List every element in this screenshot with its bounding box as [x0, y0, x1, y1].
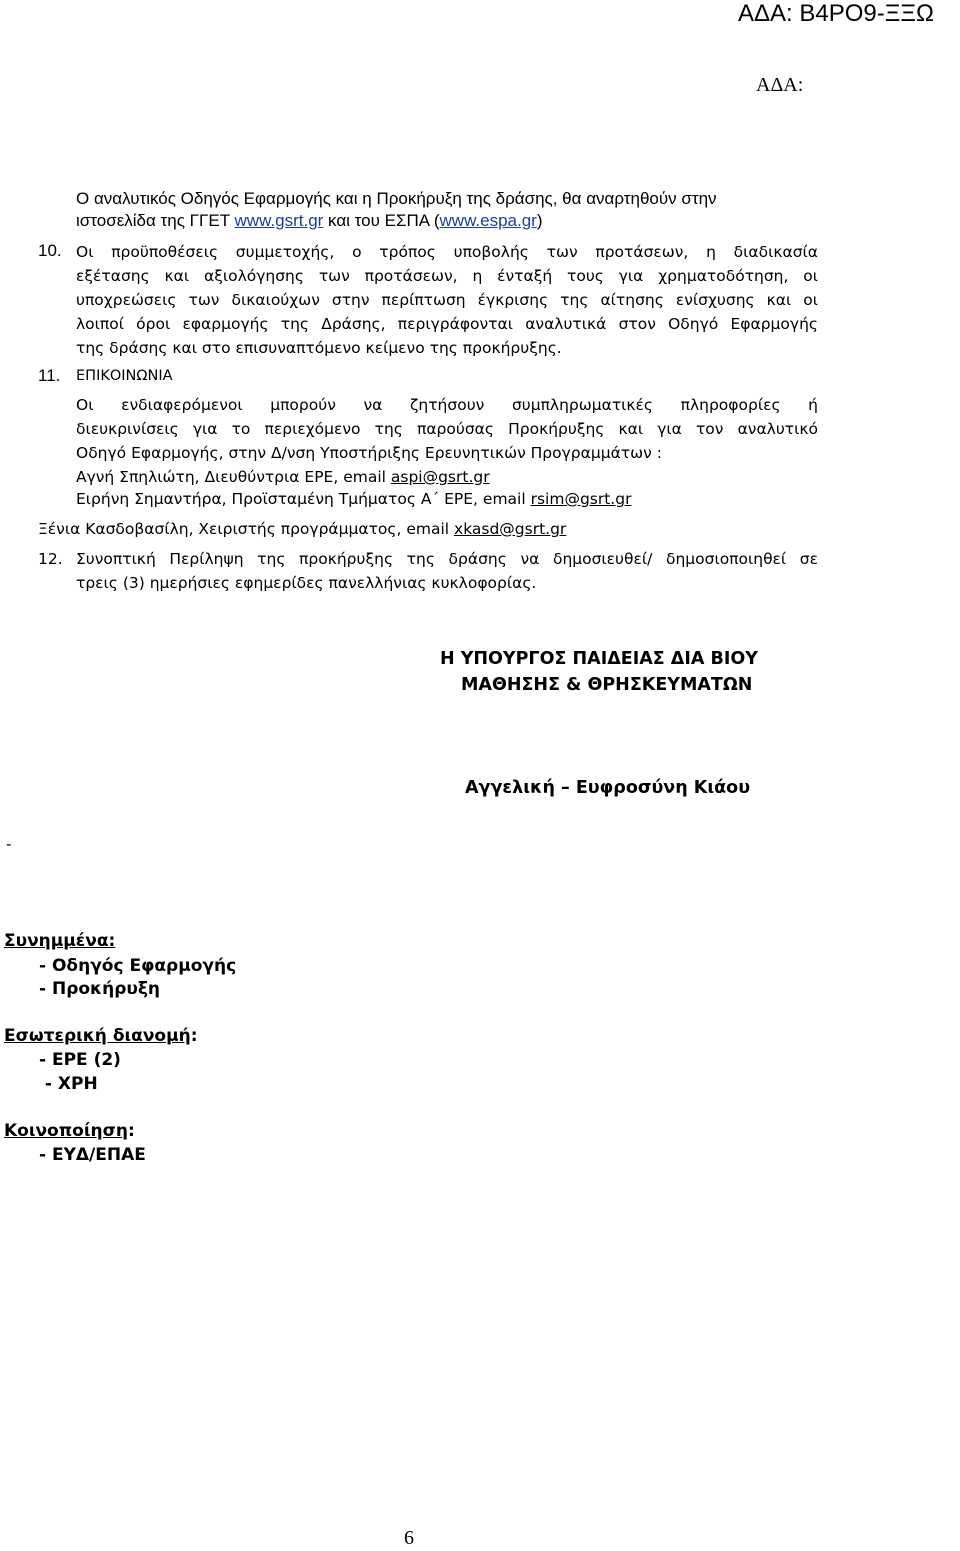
ada-label: ΑΔΑ:	[756, 74, 804, 96]
contact-text: Ξένια Κασδοβασίλη, Χειριστής προγράμματος, email	[38, 520, 455, 538]
contact-text: Αγνή Σπηλιώτη, Διευθύντρια ΕΡΕ, email	[76, 468, 391, 486]
item-11-line: Οδηγό Εφαρμογής, στην Δ/νση Υποστήριξης Ερευνητικών Προγραμμάτων :	[76, 444, 662, 462]
gsrt-link[interactable]: www.gsrt.gr	[234, 211, 324, 230]
contact-text: Ειρήνη Σημαντήρα, Προϊσταμένη Τμήματος Α΄ ΕΡΕ, email	[76, 490, 531, 508]
item-10-number: 10.	[38, 241, 62, 260]
notification-item: - ΕΥΔ/ΕΠΑΕ	[39, 1145, 146, 1165]
contact-email-link[interactable]: aspi@gsrt.gr	[390, 468, 490, 486]
intro-text-a: ιστοσελίδα της ΓΓΕΤ	[76, 211, 235, 230]
internal-heading-colon: :	[190, 1026, 198, 1046]
item-11-line: διευκρινίσεις για το περιεχόμενο της παρούσας Προκήρυξης και για τον αναλυτικό	[76, 420, 818, 438]
intro-line-1: Ο αναλυτικός Οδηγός Εφαρμογής και η Προκήρυξη της δράσης, θα αναρτηθούν στην	[76, 189, 717, 208]
item-10-line: λοιποί όροι εφαρμογής της Δράσης, περιγράφονται αναλυτικά στον Οδηγό Εφαρμογής	[76, 315, 818, 333]
intro-text-b: και του ΕΣΠΑ (	[323, 211, 440, 230]
espa-link[interactable]: www.espa.gr	[439, 211, 537, 230]
page-number: 6	[404, 1527, 414, 1549]
minister-title: Η ΥΠΟΥΡΓΟΣ ΠΑΙΔΕΙΑΣ ΔΙΑ ΒΙΟΥ	[440, 649, 758, 669]
item-12-line: Συνοπτική Περίληψη της προκήρυξης της δράσης να δημοσιευθεί/ δημοσιοποιηθεί σε	[76, 550, 818, 568]
stray-dash: -	[6, 835, 12, 853]
contact-email-link[interactable]: rsim@gsrt.gr	[530, 490, 632, 508]
item-11-number: 11.	[38, 366, 61, 385]
ada-code: ΑΔΑ: Β4ΡΟ9-ΞΞΩ	[738, 0, 934, 27]
internal-item: - ΕΡΕ (2)	[39, 1050, 121, 1070]
internal-heading-label: Εσωτερική διανομή	[4, 1026, 191, 1046]
item-12-line: τρεις (3) ημερήσιες εφημερίδες πανελλήνιας κυκλοφορίας.	[76, 574, 537, 592]
notification-heading-colon: :	[127, 1121, 135, 1141]
attachment-item: - Οδηγός Εφαρμογής	[39, 956, 237, 976]
item-12-number: 12.	[38, 550, 63, 568]
intro-line-2	[76, 210, 543, 232]
attachment-item: - Προκήρυξη	[39, 979, 161, 999]
contact-email-link[interactable]: xkasd@gsrt.gr	[454, 520, 567, 538]
contact-line	[38, 517, 566, 541]
notification-heading-label: Κοινοποίηση	[4, 1121, 128, 1141]
contact-line	[76, 465, 490, 489]
internal-item: - ΧΡΗ	[39, 1074, 98, 1094]
attachments-heading: Συνημμένα:	[4, 931, 116, 951]
item-10-line: εξέτασης και αξιολόγησης των προτάσεων, η ένταξή τους για χρηματοδότηση, οι	[76, 267, 818, 285]
intro-text-c: )	[536, 211, 543, 230]
internal-heading	[4, 1024, 198, 1048]
notification-heading	[4, 1119, 135, 1143]
item-11-heading: ΕΠΙΚΟΙΝΩΝΙΑ	[76, 368, 173, 384]
contact-line	[76, 487, 631, 511]
minister-name: Αγγελική – Ευφροσύνη Κιάου	[465, 778, 751, 798]
item-11-line: Οι ενδιαφερόμενοι μπορούν να ζητήσουν συμπληρωματικές πληροφορίες ή	[76, 396, 818, 414]
minister-title: ΜΑΘΗΣΗΣ & ΘΡΗΣΚΕΥΜΑΤΩΝ	[461, 675, 753, 695]
item-10-line: υποχρεώσεις των δικαιούχων στην περίπτωση έγκρισης της αίτησης ενίσχυσης και οι	[76, 291, 818, 309]
item-10-line: της δράσης και στο επισυναπτόμενο κείμενο της προκήρυξης.	[76, 339, 562, 357]
item-10-line: Οι προϋποθέσεις συμμετοχής, ο τρόπος υποβολής των προτάσεων, η διαδικασία	[76, 243, 818, 261]
